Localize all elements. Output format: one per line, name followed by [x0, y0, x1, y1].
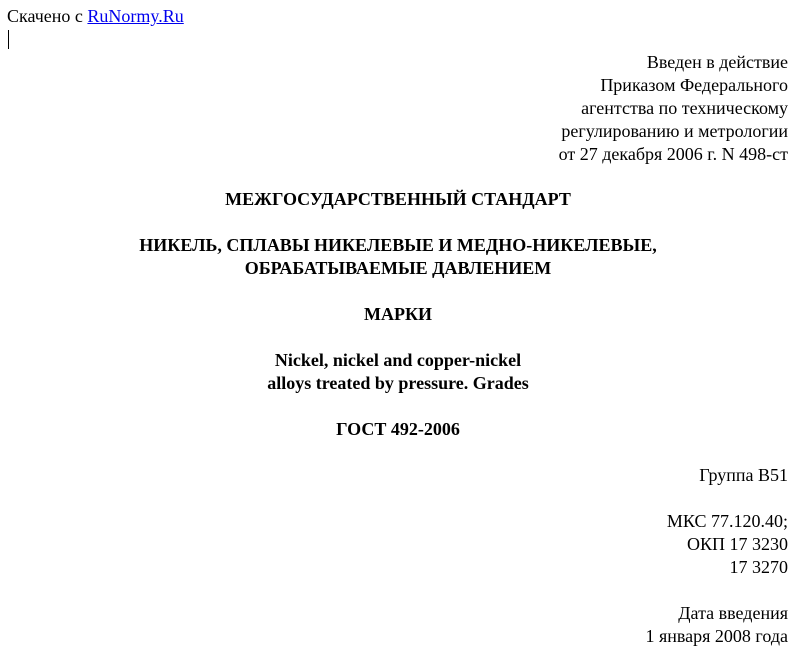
introduction-date-value: 1 января 2008 года — [645, 626, 788, 646]
download-source-prefix: Скачено с — [7, 6, 88, 26]
english-title-line: Nickel, nickel and copper-nickel — [274, 350, 522, 370]
enactment-line: регулированию и метрологии — [561, 121, 788, 141]
okp-code-continued: 17 3270 — [729, 557, 788, 577]
classification-codes — [667, 510, 788, 579]
runormy-link[interactable]: RuNormy.Ru — [87, 6, 184, 26]
text-cursor — [8, 30, 9, 49]
standard-title-line: НИКЕЛЬ, СПЛАВЫ НИКЕЛЕВЫЕ И МЕДНО-НИКЕЛЕВЫЕ, — [139, 235, 657, 255]
introduction-date-label: Дата введения — [678, 603, 788, 623]
enactment-line: Введен в действие — [646, 52, 788, 72]
introduction-date — [645, 602, 788, 648]
mks-code: МКС 77.120.40; — [666, 511, 788, 531]
standard-category — [0, 188, 794, 211]
english-title — [0, 349, 794, 395]
enactment-note — [559, 51, 788, 166]
english-title-line: alloys treated by pressure. Grades — [267, 373, 529, 393]
standard-category-text: МЕЖГОСУДАРСТВЕННЫЙ СТАНДАРТ — [225, 189, 571, 209]
enactment-line: от 27 декабря 2006 г. N 498-ст — [558, 144, 788, 164]
standard-title — [0, 234, 794, 280]
enactment-line: агентства по техническому — [581, 98, 788, 118]
standard-title-line: ОБРАБАТЫВАЕМЫЕ ДАВЛЕНИЕМ — [244, 258, 552, 278]
group-block — [699, 464, 788, 487]
standard-subtitle — [0, 303, 794, 326]
standard-subtitle-text: МАРКИ — [363, 304, 433, 324]
standard-code-text: ГОСТ 492-2006 — [336, 419, 460, 439]
group-code: Группа В51 — [699, 465, 788, 485]
standard-code — [0, 418, 794, 441]
okp-code: ОКП 17 3230 — [686, 534, 788, 554]
enactment-line: Приказом Федерального — [600, 75, 788, 95]
download-source-line — [7, 5, 184, 28]
